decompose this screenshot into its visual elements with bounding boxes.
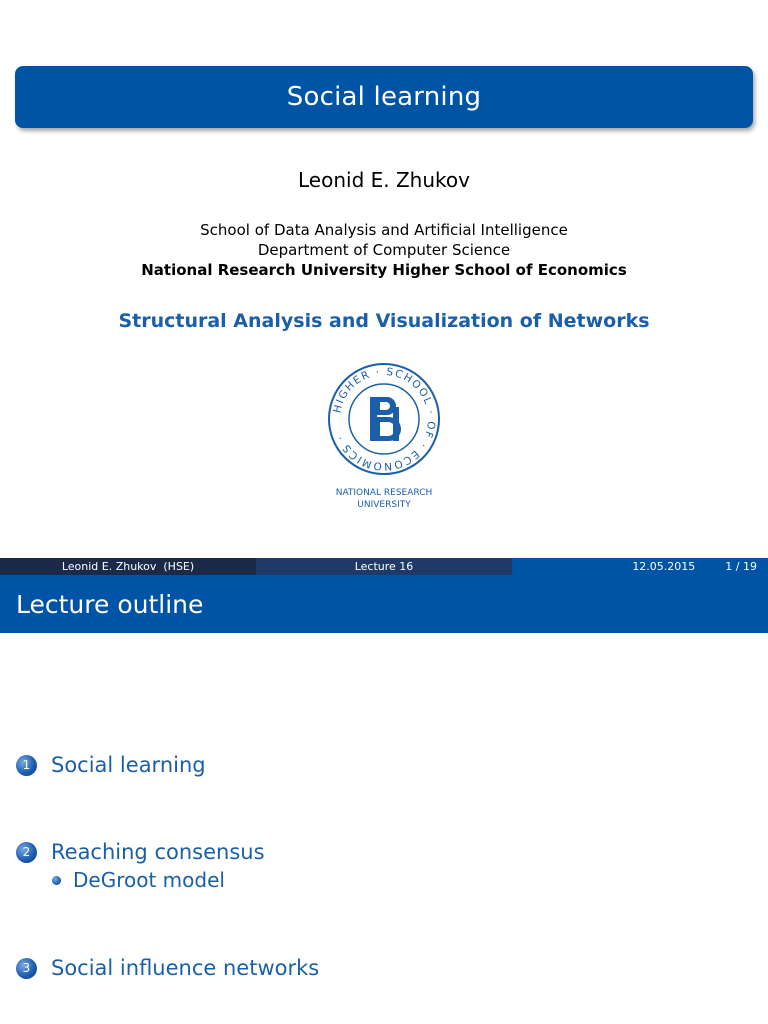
course-title: Structural Analysis and Visualization of Networks <box>118 310 650 332</box>
logo-caption-line2: UNIVERSITY <box>357 500 411 510</box>
affiliation-university: National Research University Higher School of Economics <box>141 261 627 279</box>
title-banner <box>15 66 753 128</box>
footer-date: 12.05.2015 <box>632 560 696 573</box>
bullet-ball-icon <box>52 876 61 885</box>
logo-caption-line1: NATIONAL RESEARCH <box>335 488 433 498</box>
footer-date-page <box>512 558 768 575</box>
footer-author-text: Leonid E. Zhukov (HSE) <box>61 560 195 573</box>
outline-section-2[interactable] <box>16 840 265 864</box>
affiliation-department: Department of Computer Science <box>257 241 511 259</box>
section-number-ball: 3 <box>16 958 37 979</box>
outline-section-3[interactable] <box>16 956 319 980</box>
frame-title: Lecture outline <box>16 589 204 619</box>
footer-lecture-text: Lecture 16 <box>354 560 414 573</box>
footer-author <box>0 558 256 575</box>
affiliation-school: School of Data Analysis and Artificial Intelligence <box>200 221 568 239</box>
outline-section-1[interactable] <box>16 753 206 777</box>
logo-ring-text: HIGHER · SCHOOL · OF · ECONOMICS · <box>331 365 438 473</box>
frame-title-bar <box>0 575 768 633</box>
footer-lecture <box>256 558 512 575</box>
author-name: Leonid E. Zhukov <box>298 168 470 192</box>
outline-subsection-2-1[interactable] <box>52 868 225 892</box>
footer-page-number[interactable]: 1 / 19 <box>725 560 757 573</box>
section-label[interactable]: Social influence networks <box>51 956 320 980</box>
hse-logo-icon <box>327 362 441 476</box>
section-label[interactable]: Reaching consensus <box>51 840 265 864</box>
section-number-ball: 1 <box>16 755 37 776</box>
section-number-ball: 2 <box>16 842 37 863</box>
subsection-label[interactable]: DeGroot model <box>73 868 225 892</box>
footer-bar <box>0 558 768 575</box>
section-label[interactable]: Social learning <box>51 753 206 777</box>
slide-title: Social learning <box>286 82 482 112</box>
